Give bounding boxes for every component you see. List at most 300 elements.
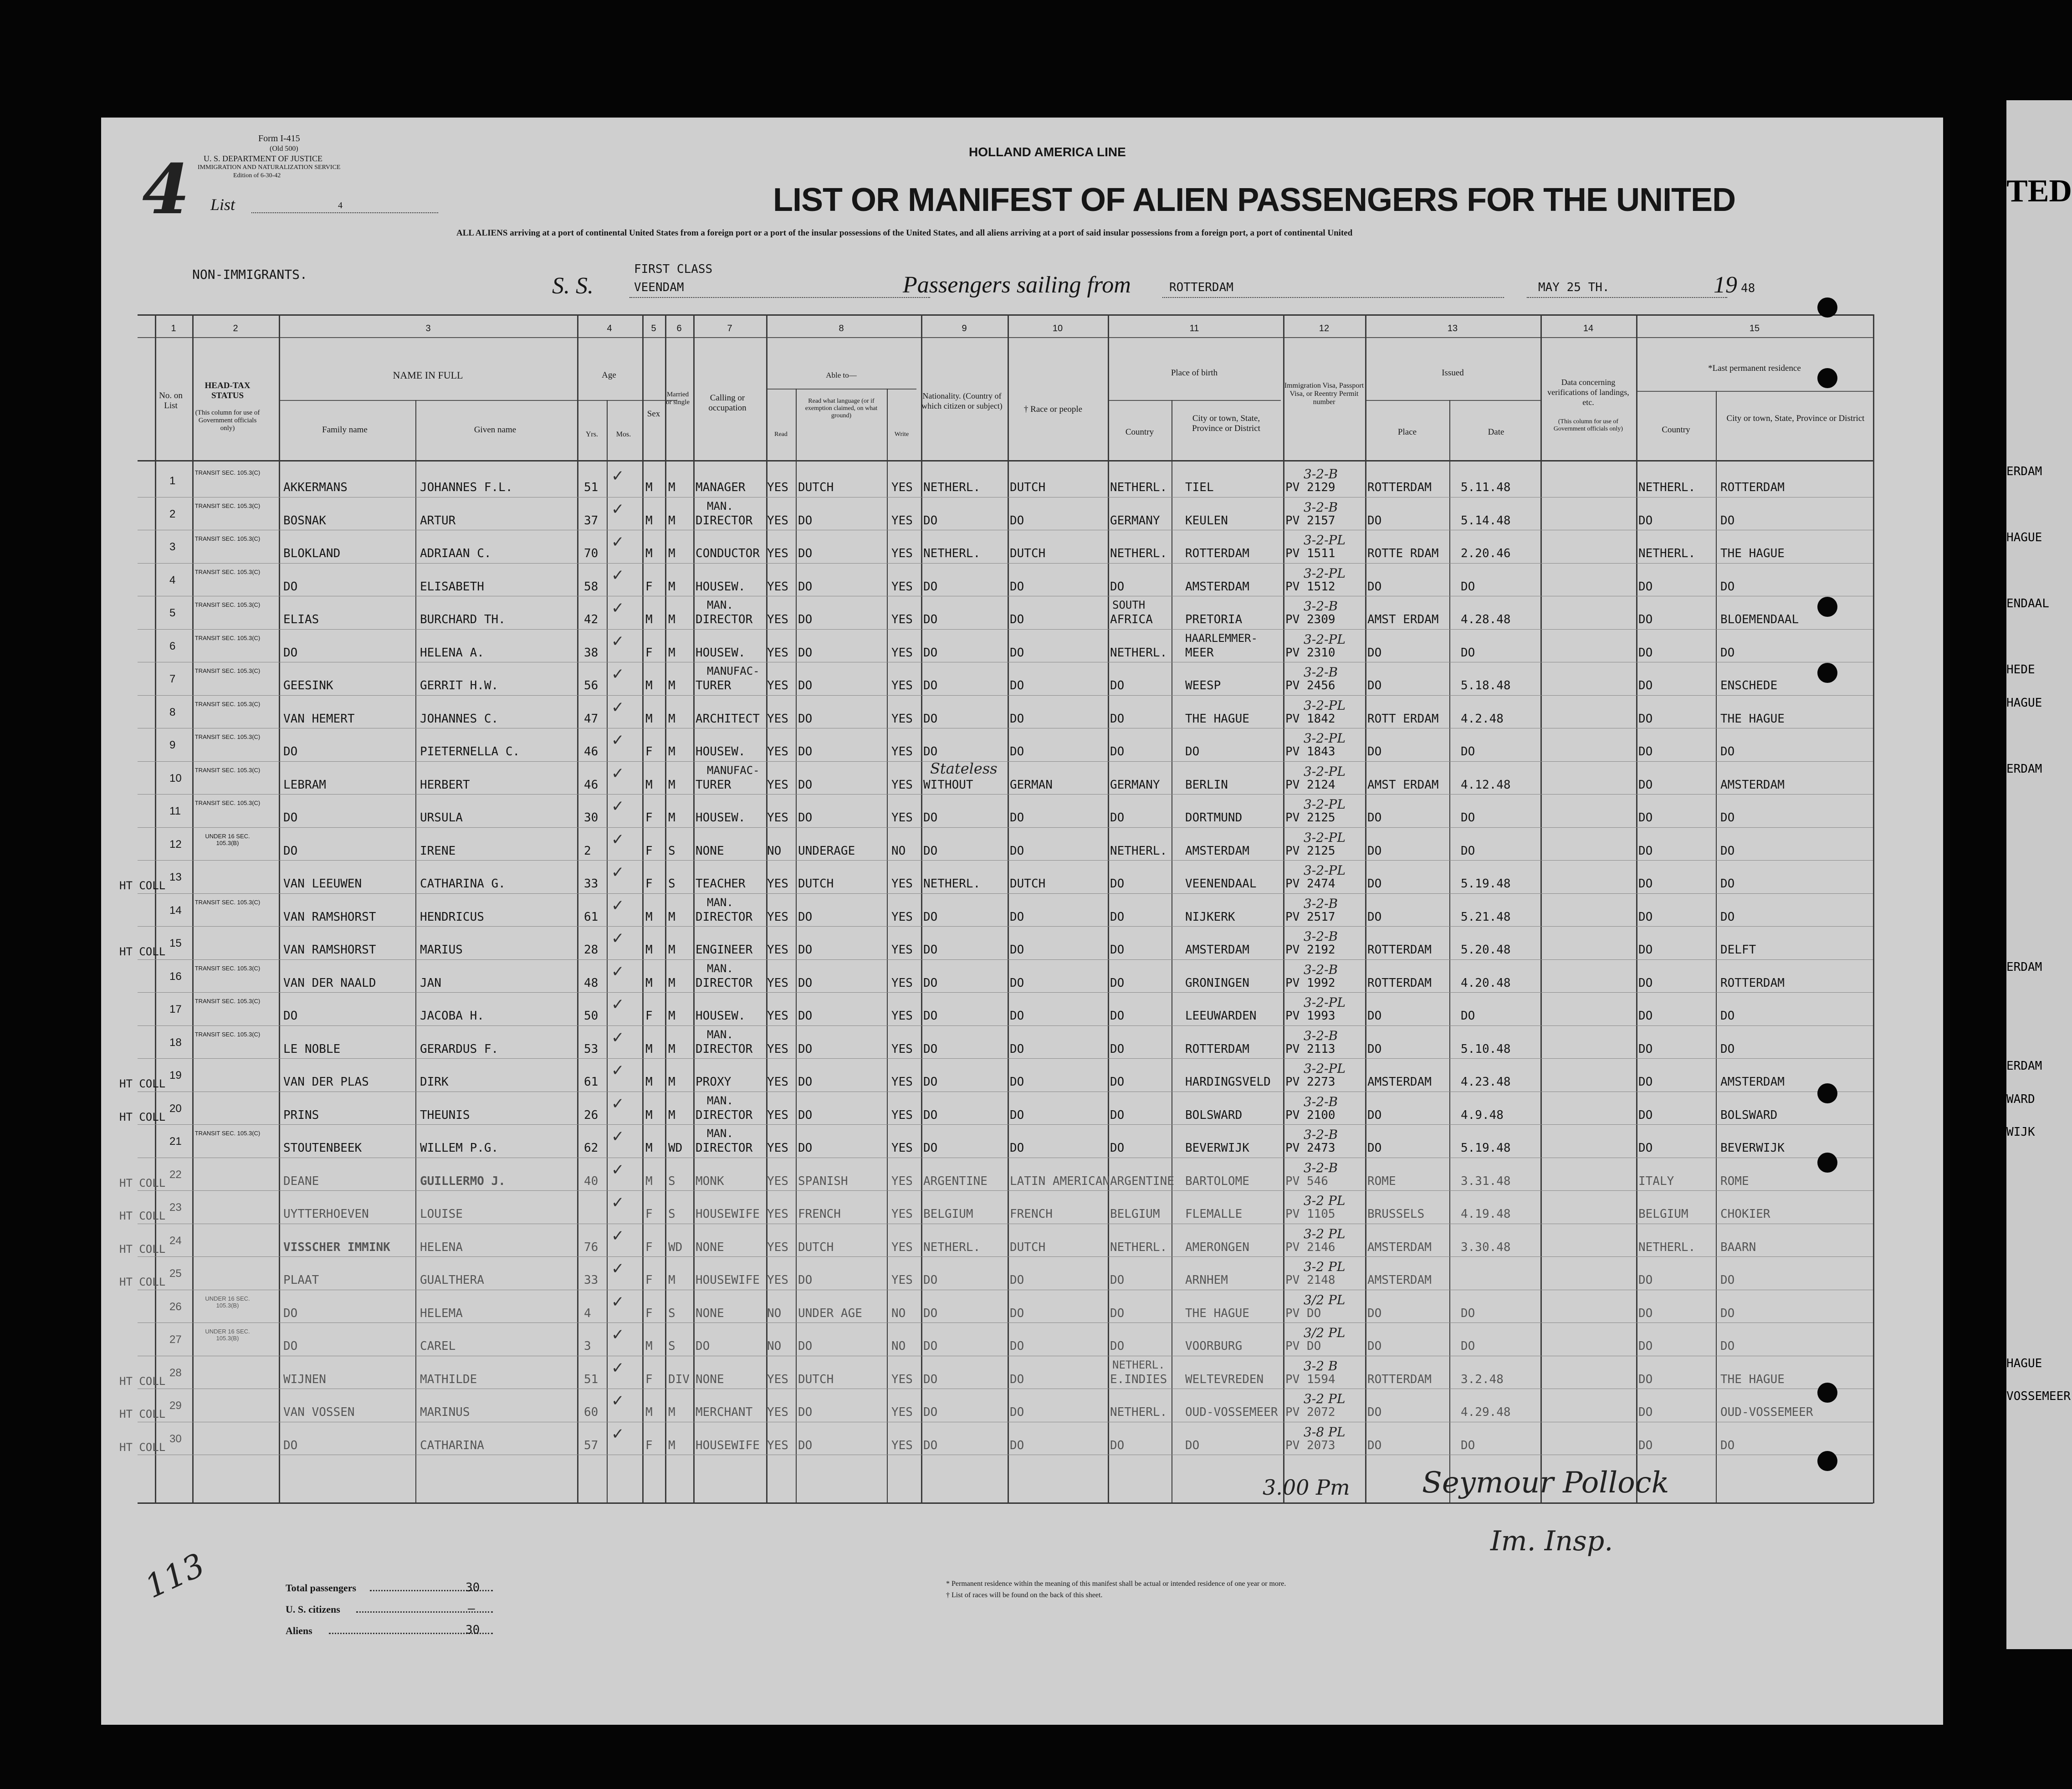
given-name: IRENE xyxy=(420,844,456,858)
nationality: DO xyxy=(923,1339,938,1353)
race: DO xyxy=(1010,646,1024,660)
row-number: 17 xyxy=(169,1003,182,1015)
issued-date: 5.19.48 xyxy=(1461,877,1511,891)
row-number: 26 xyxy=(169,1300,182,1313)
check-mark-icon: ✓ xyxy=(611,1160,624,1179)
birth-city: VEENENDAAL xyxy=(1185,877,1257,891)
given-name: CATHARINA xyxy=(420,1438,484,1452)
issued-place: DO xyxy=(1367,1306,1382,1320)
can-read: YES xyxy=(767,745,788,759)
can-write: YES xyxy=(891,1009,913,1023)
form-edition: Edition of 6-30-42 xyxy=(233,172,281,179)
given-name: CATHARINA G. xyxy=(420,877,506,891)
check-mark-icon: ✓ xyxy=(611,962,624,981)
head-tax-status: TRANSIT SEC. 105.3(C) xyxy=(194,535,261,542)
age-years: 26 xyxy=(584,1108,599,1122)
marital-status: S xyxy=(668,1174,675,1188)
nationality: DO xyxy=(923,712,938,726)
family-name: DO xyxy=(283,1009,298,1023)
race: DUTCH xyxy=(1010,481,1046,494)
birth-city: BERLIN xyxy=(1185,778,1228,792)
language: DO xyxy=(798,547,813,560)
column-number: 3 xyxy=(425,323,431,333)
sex: F xyxy=(645,1009,653,1023)
marital-status: M xyxy=(668,745,675,759)
row-number: 27 xyxy=(169,1333,182,1346)
residence-city: BLOEMENDAAL xyxy=(1720,613,1799,626)
sub-column-divider xyxy=(887,389,888,1503)
marital-status: M xyxy=(668,811,675,825)
issued-date: DO xyxy=(1461,1009,1475,1023)
residence-city: DO xyxy=(1720,646,1735,660)
race: DO xyxy=(1010,1108,1024,1122)
given-name: THEUNIS xyxy=(420,1108,470,1122)
age-years: 48 xyxy=(584,976,599,990)
can-write: YES xyxy=(891,745,913,759)
race: DO xyxy=(1010,712,1024,726)
race: DO xyxy=(1010,910,1024,924)
given-name: JOHANNES C. xyxy=(420,712,499,726)
visa-annotation: 3-2-PL xyxy=(1304,863,1346,878)
marital-status: M xyxy=(668,547,675,560)
race: DO xyxy=(1010,1306,1024,1320)
given-name: JACOBA H. xyxy=(420,1009,484,1023)
age-years: 38 xyxy=(584,646,599,660)
can-write: NO xyxy=(891,1339,906,1353)
residence-city: DELFT xyxy=(1720,943,1756,957)
column-divider xyxy=(665,314,666,1503)
sex: M xyxy=(645,679,653,692)
can-read: YES xyxy=(767,877,788,891)
sailing-port: ROTTERDAM xyxy=(1169,281,1233,294)
occupation-prefix: MAN. xyxy=(707,1028,733,1041)
sex: F xyxy=(645,811,653,825)
birth-country: AFRICA xyxy=(1110,613,1153,626)
can-write: YES xyxy=(891,1174,913,1188)
marital-status: M xyxy=(668,1042,675,1056)
age-years: 4 xyxy=(584,1306,591,1320)
visa-number: PV DO xyxy=(1285,1339,1321,1353)
visa-number: PV 1594 xyxy=(1285,1372,1335,1386)
occupation: DIRECTOR xyxy=(696,1108,753,1122)
can-write: YES xyxy=(891,481,913,494)
language: UNDERAGE xyxy=(798,844,855,858)
issued-date: 4.12.48 xyxy=(1461,778,1511,792)
adjacent-row-text: ERDAM xyxy=(2006,960,2042,974)
marital-status: M xyxy=(668,943,675,957)
visa-number: PV 2310 xyxy=(1285,646,1335,660)
header-landing: Data concerning verifications of landings, etc. xyxy=(1547,378,1629,407)
issued-place: ROTTERDAM xyxy=(1367,976,1432,990)
header-calling: Calling or occupation xyxy=(708,393,747,413)
language: DO xyxy=(798,811,813,825)
visa-number: PV 2157 xyxy=(1285,513,1335,528)
race: DO xyxy=(1010,1339,1024,1353)
check-mark-icon: ✓ xyxy=(611,1128,624,1146)
family-name: AKKERMANS xyxy=(283,481,348,494)
birth-country: DO xyxy=(1110,943,1125,957)
birth-city: ROTTERDAM xyxy=(1185,547,1249,560)
form-dept: U. S. DEPARTMENT OF JUSTICE xyxy=(204,154,322,163)
birth-country: DO xyxy=(1110,910,1125,924)
header-head-tax: HEAD-TAX STATUS xyxy=(205,381,251,400)
head-tax-status: TRANSIT SEC. 105.3(C) xyxy=(194,502,261,509)
handwritten-signature: Seymour Pollock xyxy=(1422,1466,1669,1500)
visa-annotation: 3-2-B xyxy=(1304,1127,1338,1142)
row-number: 6 xyxy=(169,640,176,652)
column-divider xyxy=(279,314,280,1503)
issued-date: DO xyxy=(1461,1339,1475,1353)
family-name: PRINS xyxy=(283,1108,319,1122)
given-name: MARIUS xyxy=(420,943,463,957)
column-divider xyxy=(642,314,644,1503)
issued-date: 4.28.48 xyxy=(1461,613,1511,626)
occupation: DIRECTOR xyxy=(696,910,753,924)
row-rule xyxy=(138,1190,1873,1191)
head-tax-status: HT COLL xyxy=(119,1374,166,1388)
check-mark-icon: ✓ xyxy=(611,1392,624,1410)
header-able-to: Able to— xyxy=(826,371,857,379)
can-write: YES xyxy=(891,1438,913,1452)
age-years: 56 xyxy=(584,679,599,692)
language: DO xyxy=(798,1141,813,1155)
row-rule xyxy=(138,695,1873,696)
residence-country: DO xyxy=(1638,1306,1653,1320)
nationality: DO xyxy=(923,646,938,660)
port-underline xyxy=(1162,297,1504,298)
birth-city: BOLSWARD xyxy=(1185,1108,1243,1122)
nationality: NETHERL. xyxy=(923,1240,981,1254)
birth-country: DO xyxy=(1110,877,1125,891)
can-read: NO xyxy=(767,844,782,858)
head-tax-status: TRANSIT SEC. 105.3(C) xyxy=(194,733,261,740)
can-write: YES xyxy=(891,679,913,692)
family-name: VAN RAMSHORST xyxy=(283,910,376,924)
race: DO xyxy=(1010,1405,1024,1419)
age-years: 60 xyxy=(584,1405,599,1419)
nationality: DO xyxy=(923,513,938,528)
given-name: ELISABETH xyxy=(420,579,484,594)
issued-place: DO xyxy=(1367,1438,1382,1452)
given-name: DIRK xyxy=(420,1075,449,1089)
can-read: YES xyxy=(767,1207,788,1221)
can-read: YES xyxy=(767,1405,788,1419)
age-years: 57 xyxy=(584,1438,599,1452)
table-top-border xyxy=(138,314,1873,316)
marital-status: M xyxy=(668,712,675,726)
issued-place: ROTTERDAM xyxy=(1367,481,1432,494)
header-issued-date: Date xyxy=(1488,427,1504,437)
birth-sub-border xyxy=(1108,400,1281,401)
header-yrs: Yrs. xyxy=(585,431,599,438)
sex: F xyxy=(645,1273,653,1287)
occupation: MONK xyxy=(696,1174,724,1188)
birth-city: OUD-VOSSEMEER xyxy=(1185,1405,1278,1419)
sex: F xyxy=(645,1207,653,1221)
check-mark-icon: ✓ xyxy=(611,599,624,617)
row-number: 9 xyxy=(169,739,176,751)
row-number: 20 xyxy=(169,1102,182,1115)
sub-column-divider xyxy=(796,389,797,1503)
family-name: LEBRAM xyxy=(283,778,326,792)
row-number: 12 xyxy=(169,838,182,851)
birth-country: DO xyxy=(1110,1075,1125,1089)
residence-country: DO xyxy=(1638,646,1653,660)
visa-number: PV 2148 xyxy=(1285,1273,1335,1287)
issued-date: DO xyxy=(1461,811,1475,825)
sex: M xyxy=(645,778,653,792)
visa-annotation: 3-2-B xyxy=(1304,665,1338,680)
sub-column-divider xyxy=(415,400,416,1503)
visa-number: PV 2309 xyxy=(1285,613,1335,626)
family-name: DO xyxy=(283,646,298,660)
visa-number: PV 2113 xyxy=(1285,1042,1335,1056)
residence-country: BELGIUM xyxy=(1638,1207,1688,1221)
residence-country: DO xyxy=(1638,844,1653,858)
column-number: 1 xyxy=(171,323,176,333)
birth-city: DO xyxy=(1185,1438,1200,1452)
can-write: YES xyxy=(891,1273,913,1287)
column-number: 11 xyxy=(1189,323,1199,333)
residence-city: AMSTERDAM xyxy=(1720,778,1785,792)
visa-annotation: 3-2-PL xyxy=(1304,565,1346,581)
age-years: 51 xyxy=(584,481,599,494)
can-read: YES xyxy=(767,1174,788,1188)
check-mark-icon: ✓ xyxy=(611,863,624,882)
can-read: YES xyxy=(767,646,788,660)
sex: M xyxy=(645,613,653,626)
age-years: 3 xyxy=(584,1339,591,1353)
adjacent-row-text: HEDE xyxy=(2006,663,2035,677)
issued-date: 4.20.48 xyxy=(1461,976,1511,990)
age-years: 62 xyxy=(584,1141,599,1155)
header-married: Married or single xyxy=(665,391,690,406)
punch-hole xyxy=(1817,368,1837,388)
nationality-annotation: Stateless xyxy=(930,759,998,777)
issued-date: 5.10.48 xyxy=(1461,1042,1511,1056)
punch-hole xyxy=(1817,297,1837,318)
family-name: WIJNEN xyxy=(283,1372,326,1386)
given-name: HELENA A. xyxy=(420,646,484,660)
issued-date: DO xyxy=(1461,1438,1475,1452)
adjacent-row-text: HAGUE xyxy=(2006,696,2042,710)
family-name: VAN HEMERT xyxy=(283,712,355,726)
birth-country: DO xyxy=(1110,1108,1125,1122)
column-divider xyxy=(1636,314,1637,1503)
given-name: GERRIT H.W. xyxy=(420,679,499,692)
marital-status: M xyxy=(668,1075,675,1089)
language: DUTCH xyxy=(798,481,834,494)
issued-place: AMSTERDAM xyxy=(1367,1240,1432,1254)
birth-country: NETHERL. xyxy=(1110,481,1167,494)
head-tax-status: TRANSIT SEC. 105.3(C) xyxy=(194,1130,261,1137)
visa-annotation: 3/2 PL xyxy=(1304,1325,1346,1340)
issued-place: AMSTERDAM xyxy=(1367,1075,1432,1089)
issued-place: BRUSSELS xyxy=(1367,1207,1425,1221)
head-tax-status: TRANSIT SEC. 105.3(C) xyxy=(194,667,261,674)
form-old: (Old 500) xyxy=(270,145,298,153)
occupation: NONE xyxy=(696,844,724,858)
issued-date: 5.19.48 xyxy=(1461,1141,1511,1155)
age-years: 61 xyxy=(584,910,599,924)
adjacent-row-text: ERDAM xyxy=(2006,762,2042,776)
visa-annotation: 3-2-PL xyxy=(1304,631,1346,647)
given-name: MARINUS xyxy=(420,1405,470,1419)
issued-place: ROTTERDAM xyxy=(1367,943,1432,957)
family-name: DO xyxy=(283,1339,298,1353)
residence-country: DO xyxy=(1638,613,1653,626)
language: DO xyxy=(798,1108,813,1122)
language: DO xyxy=(798,1075,813,1089)
header-place-of-birth: Place of birth xyxy=(1171,368,1218,378)
can-write: YES xyxy=(891,1141,913,1155)
nationality: ARGENTINE xyxy=(923,1174,987,1188)
header-visa: Immigration Visa, Passport Visa, or Reentry Permit number xyxy=(1284,382,1364,406)
marital-status: M xyxy=(668,679,675,692)
sex: F xyxy=(645,579,653,594)
nationality: NETHERL. xyxy=(923,547,981,560)
visa-number: PV 2192 xyxy=(1285,943,1335,957)
row-rule xyxy=(138,563,1873,564)
given-name: HERBERT xyxy=(420,778,470,792)
birth-city: KEULEN xyxy=(1185,513,1228,528)
visa-number: PV 2129 xyxy=(1285,481,1335,494)
residence-country: DO xyxy=(1638,1438,1653,1452)
can-write: YES xyxy=(891,579,913,594)
residence-country: DO xyxy=(1638,877,1653,891)
marital-status: M xyxy=(668,1405,675,1419)
residence-city: BAARN xyxy=(1720,1240,1756,1254)
residence-city: DO xyxy=(1720,1339,1735,1353)
language: DO xyxy=(798,712,813,726)
row-number: 3 xyxy=(169,541,176,553)
can-read: YES xyxy=(767,1141,788,1155)
birth-country: DO xyxy=(1110,811,1125,825)
race: DUTCH xyxy=(1010,547,1046,560)
birth-city: ARNHEM xyxy=(1185,1273,1228,1287)
header-read: Read xyxy=(774,431,788,438)
given-name: LOUISE xyxy=(420,1207,463,1221)
list-number: 4 xyxy=(338,200,343,210)
birth-country: NETHERL. xyxy=(1110,547,1167,560)
check-mark-icon: ✓ xyxy=(611,1028,624,1047)
given-name: HELEMA xyxy=(420,1306,463,1320)
language: DO xyxy=(798,613,813,626)
can-read: YES xyxy=(767,547,788,560)
issued-place: ROTTERDAM xyxy=(1367,1372,1432,1386)
language: DO xyxy=(798,579,813,594)
residence-country: DO xyxy=(1638,1108,1653,1122)
marital-status: M xyxy=(668,910,675,924)
visa-number: PV 1992 xyxy=(1285,976,1335,990)
column-number: 9 xyxy=(962,323,967,333)
row-number: 18 xyxy=(169,1036,182,1049)
row-rule xyxy=(138,992,1873,993)
residence-country: NETHERL. xyxy=(1638,547,1696,560)
us-citizens-value: — xyxy=(468,1602,475,1615)
column-divider xyxy=(1540,314,1542,1503)
race: DO xyxy=(1010,1372,1024,1386)
issued-date: 5.14.48 xyxy=(1461,513,1511,528)
visa-number: PV 1993 xyxy=(1285,1009,1335,1023)
visa-number: PV 2073 xyxy=(1285,1438,1335,1452)
visa-annotation: 3-2 PL xyxy=(1304,1193,1346,1208)
header-sex: Sex xyxy=(647,409,660,419)
can-write: YES xyxy=(891,943,913,957)
head-tax-status: HT COLL xyxy=(119,1210,166,1222)
language: DUTCH xyxy=(798,877,834,891)
given-name: GUILLERMO J. xyxy=(420,1174,506,1188)
ableto-sub-border xyxy=(766,389,916,390)
residence-city: THE HAGUE xyxy=(1720,1372,1785,1386)
age-years: 40 xyxy=(584,1174,599,1188)
race: DUTCH xyxy=(1010,1240,1046,1254)
row-rule xyxy=(138,794,1873,795)
family-name: VAN DER PLAS xyxy=(283,1075,369,1089)
issued-place: DO xyxy=(1367,1108,1382,1122)
marital-status: S xyxy=(668,844,675,858)
sex: F xyxy=(645,745,653,759)
sex: M xyxy=(645,910,653,924)
sex: F xyxy=(645,1306,653,1320)
occupation: NONE xyxy=(696,1306,724,1320)
table-bottom-border xyxy=(138,1502,1873,1504)
issued-date: 4.9.48 xyxy=(1461,1108,1504,1122)
age-years: 42 xyxy=(584,613,599,626)
issued-place: DO xyxy=(1367,811,1382,825)
birth-city: FLEMALLE xyxy=(1185,1207,1243,1221)
issued-date: 5.18.48 xyxy=(1461,679,1511,692)
row-rule xyxy=(138,893,1873,894)
age-years: 33 xyxy=(584,1273,599,1287)
column-divider xyxy=(1365,314,1366,1503)
check-mark-icon: ✓ xyxy=(611,1260,624,1278)
non-immigrants-label: NON-IMMIGRANTS. xyxy=(192,267,307,282)
marital-status: M xyxy=(668,646,675,660)
visa-annotation: 3-2-PL xyxy=(1304,731,1346,746)
birth-country: DO xyxy=(1110,1438,1125,1452)
header-no-on-list: No. on List xyxy=(159,391,183,410)
residence-city: ROTTERDAM xyxy=(1720,976,1785,990)
row-number: 8 xyxy=(169,706,176,718)
occupation: DIRECTOR xyxy=(696,1141,753,1155)
column-divider xyxy=(192,314,194,1503)
age-years: 37 xyxy=(584,513,599,528)
header-res-city: City or town, State, Province or District xyxy=(1726,414,1865,423)
nationality: NETHERL. xyxy=(923,481,981,494)
residence-country: DO xyxy=(1638,1273,1653,1287)
row-number: 24 xyxy=(169,1234,182,1247)
sex: F xyxy=(645,1240,653,1254)
row-rule xyxy=(138,1058,1873,1059)
visa-number: PV 2072 xyxy=(1285,1405,1335,1419)
language: DO xyxy=(798,778,813,792)
birth-city: VOORBURG xyxy=(1185,1339,1243,1353)
race: DO xyxy=(1010,1075,1024,1089)
issued-place: AMSTERDAM xyxy=(1367,1273,1432,1287)
residence-country: DO xyxy=(1638,778,1653,792)
check-mark-icon: ✓ xyxy=(611,995,624,1014)
marital-status: M xyxy=(668,613,675,626)
sailing-label: Passengers sailing from xyxy=(903,272,1131,298)
adjacent-row-text: ERDAM xyxy=(2006,1059,2042,1073)
birth-country: DO xyxy=(1110,1009,1125,1023)
residence-city: DO xyxy=(1720,910,1735,924)
race: DO xyxy=(1010,613,1024,626)
can-read: YES xyxy=(767,579,788,594)
shipping-line: HOLLAND AMERICA LINE xyxy=(969,145,1126,159)
can-read: YES xyxy=(767,679,788,692)
